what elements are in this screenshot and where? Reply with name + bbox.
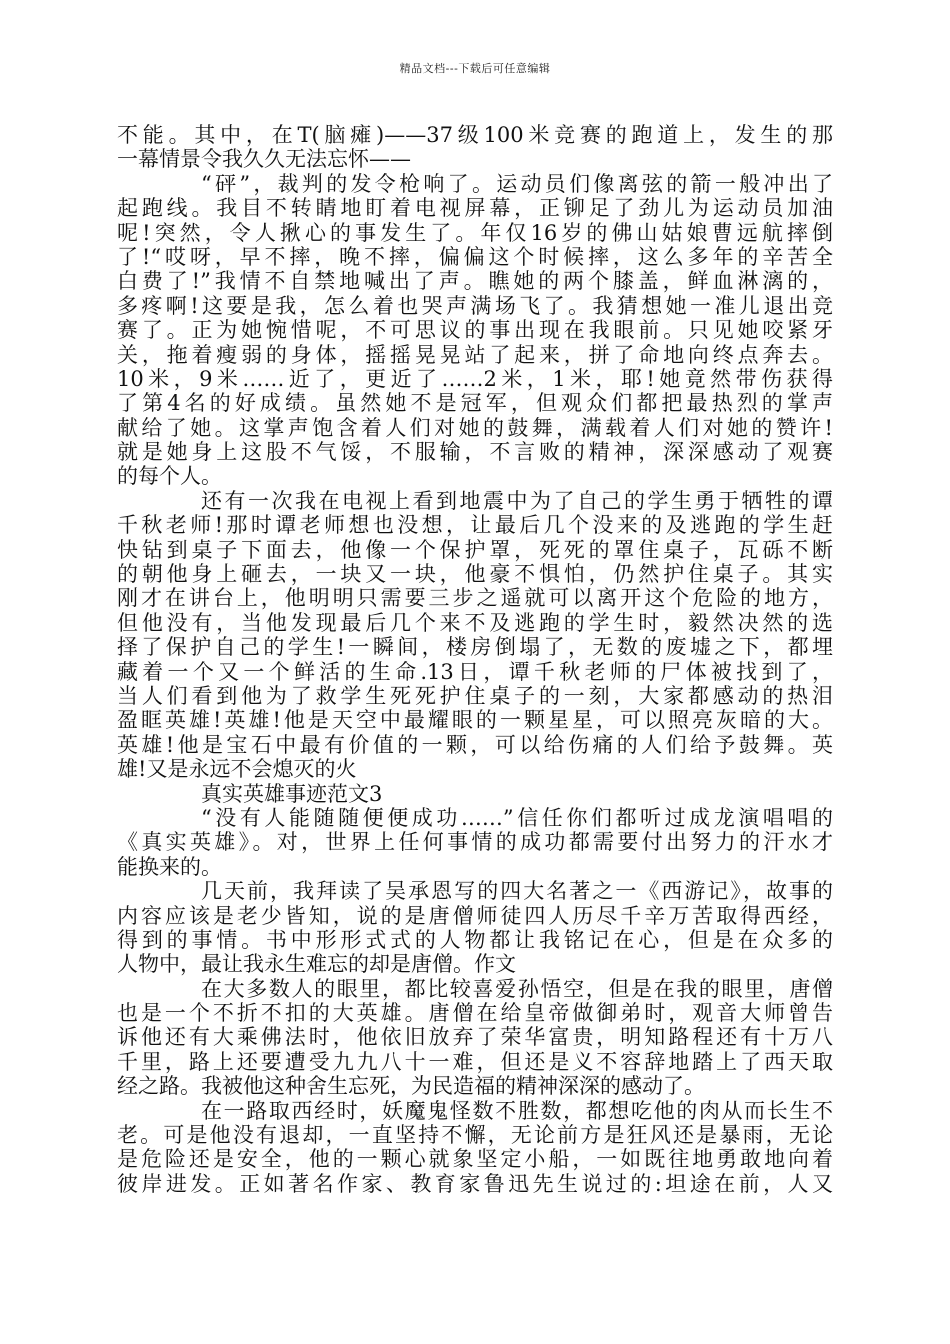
text-line: 择了保护自己的学生!一瞬间，楼房倒塌了，无数的废墟之下，都埋: [117, 635, 833, 660]
text-line: 赛了。正为她惋惜呢，不可思议的事出现在我眼前。只见她咬紧牙: [117, 318, 833, 343]
text-line: 彼岸进发。正如著名作家、教育家鲁迅先生说过的:坦途在前，人又: [117, 1171, 833, 1196]
text-line: 藏着一个又一个鲜活的生命.13日，谭千秋老师的尸体被找到了，: [117, 659, 833, 684]
text-line: “没有人能随随便便成功……”信任你们都听过成龙演唱唱的: [201, 805, 833, 830]
text-line: 在大多数人的眼里，都比较喜爱孙悟空，但是在我的眼里，唐僧: [201, 976, 833, 1001]
text-line: 但他没有，当他发现最后几个来不及逃跑的学生时，毅然决然的选: [117, 610, 833, 635]
text-line: 得到的事情。书中形形式式的人物都让我铭记在心，但是在众多的: [117, 927, 833, 952]
text-line: 多疼啊!这要是我，怎么着也哭声满场飞了。我猜想她一准儿退出竞: [117, 293, 833, 318]
text-line: 是危险还是安全，他的一颗心就象坚定小船，一如既往地勇敢地向着: [117, 1147, 833, 1172]
text-line: 经之路。我被他这种舍生忘死，为民造福的精神深深的感动了。: [117, 1074, 705, 1099]
text-line: 盈眶英雄!英雄!他是天空中最耀眼的一颗星星，可以照亮灰暗的大。: [117, 708, 833, 733]
text-line: 呢!突然，令人揪心的事发生了。年仅16岁的佛山姑娘曹远航摔倒: [117, 220, 833, 245]
text-line: 英雄!他是宝石中最有价值的一颗，可以给伤痛的人们给予鼓舞。英: [117, 732, 833, 757]
text-line: 千里，路上还要遭受九九八十一难，但还是义不容辞地踏上了西天取: [117, 1049, 833, 1074]
text-line: 关，拖着瘦弱的身体，摇摇晃晃站了起来，拼了命地向终点奔去。: [117, 342, 833, 367]
page-header: 精品文档---下载后可任意编辑: [399, 62, 551, 75]
text-line: 几天前，我拜读了吴承恩写的四大名著之一《西游记》，故事的: [201, 879, 833, 904]
text-line: 人物中，最让我永生难忘的却是唐僧。作文: [117, 952, 516, 977]
text-line: 10米，9米……近了，更近了……2米，1米，耶!她竟然带伤获得: [117, 366, 833, 391]
text-line: 不能。其中，在T(脑瘫)——37级100米竞赛的跑道上，发生的那: [117, 123, 833, 147]
text-line: 起跑线。我目不转睛地盯着电视屏幕，正铆足了劲儿为运动员加油: [117, 196, 833, 221]
text-line: 内容应该是老少皆知，说的是唐僧师徒四人历尽千辛万苦取得西经，: [117, 903, 833, 928]
text-line: 的每个人。: [117, 464, 222, 489]
text-line: 快钻到桌子下面去，他像一个保护罩，死死的罩住桌子，瓦砾不断: [117, 537, 833, 562]
text-line: 就是她身上这股不气馁，不服输，不言败的精神，深深感动了观赛: [117, 440, 833, 465]
text-line: 的朝他身上砸去，一块又一块，他豪不惧怕，仍然护住桌子。其实: [117, 562, 833, 587]
text-line: 一幕情景令我久久无法忘怀——: [117, 147, 411, 172]
text-line: 雄!又是永远不会熄灭的火: [117, 757, 357, 782]
document-body: [117, 123, 833, 1196]
text-line: 还有一次我在电视上看到地震中为了自己的学生勇于牺牲的谭: [201, 488, 833, 513]
text-line: 《真实英雄》。对，世界上任何事情的成功都需要付出努力的汗水才: [117, 830, 833, 855]
text-line: “砰”，裁判的发令枪响了。运动员们像离弦的箭一般冲出了: [201, 171, 833, 196]
text-line: 在一路取西经时，妖魔鬼怪数不胜数，都想吃他的肉从而长生不: [201, 1098, 833, 1123]
text-line: 能换来的。: [117, 854, 222, 879]
text-line: 了!“哎呀，早不摔，晚不摔，偏偏这个时候摔，这么多年的辛苦全: [117, 244, 833, 269]
text-line: 老。可是他没有退却，一直坚持不懈，无论前方是狂风还是暴雨，无论: [117, 1123, 833, 1148]
text-line: 千秋老师!那时谭老师想也没想，让最后几个没来的及逃跑的学生赶: [117, 513, 833, 538]
section-title: 真实英雄事迹范文3: [201, 781, 383, 806]
text-line: 白费了!”我情不自禁地喊出了声。瞧她的两个膝盖，鲜血淋漓的，: [117, 269, 833, 294]
text-line: 也是一个不折不扣的大英雄。唐僧在给皇帝做御弟时，观音大师曾告: [117, 1001, 833, 1026]
text-line: 献给了她。这掌声饱含着人们对她的鼓舞，满载着人们对她的赞许!: [117, 415, 833, 440]
text-line: 诉他还有大乘佛法时，他依旧放弃了荣华富贵，明知路程还有十万八: [117, 1025, 833, 1050]
text-line: 了第4名的好成绩。虽然她不是冠军，但观众们都把最热烈的掌声: [117, 391, 833, 416]
text-line: 刚才在讲台上，他明明只需要三步之遥就可以离开这个危险的地方，: [117, 586, 833, 611]
text-line: 当人们看到他为了救学生死死护住桌子的一刻，大家都感动的热泪: [117, 683, 833, 708]
